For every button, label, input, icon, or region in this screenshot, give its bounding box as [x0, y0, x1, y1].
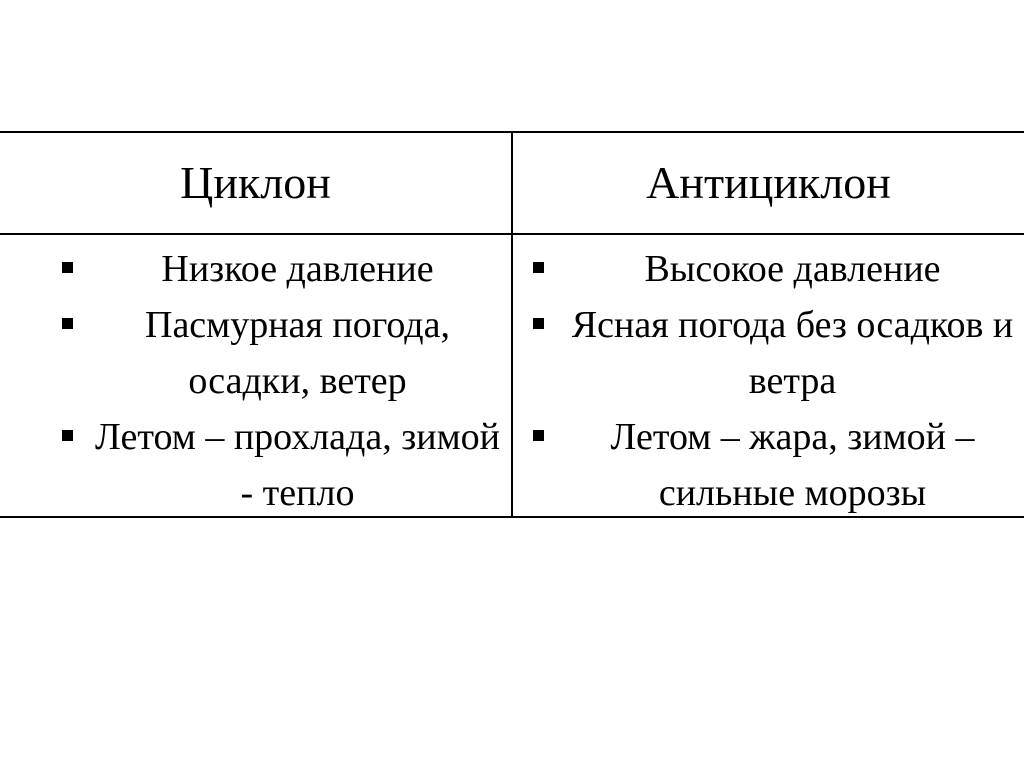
list-item	[62, 241, 501, 297]
list-item	[62, 409, 501, 521]
square-bullet-icon	[533, 297, 565, 353]
body-cell-anticyclone	[513, 241, 1024, 516]
list-item	[62, 297, 501, 409]
list-item	[533, 409, 1020, 521]
header-cell-anticyclone: Антициклон	[646, 157, 891, 208]
cyclone-list	[62, 241, 501, 521]
comparison-table	[0, 131, 1024, 518]
square-bullet-icon	[62, 297, 94, 353]
anticyclone-list	[533, 241, 1020, 521]
list-item-text: Пасмурная погода, осадки, ветер	[145, 304, 450, 402]
square-bullet-icon	[62, 241, 94, 297]
square-bullet-icon	[533, 241, 565, 297]
body-cell-cyclone	[0, 241, 511, 516]
list-item-text: Летом – прохлада, зимой - тепло	[95, 416, 500, 514]
list-item	[533, 241, 1020, 297]
list-item-text: Низкое давление	[161, 248, 434, 290]
list-item	[533, 297, 1020, 409]
list-item-text: Ясная погода без осадков и ветра	[571, 304, 1014, 402]
header-cell-cyclone: Циклон	[180, 157, 331, 208]
list-item-text: Летом – жара, зимой – сильные морозы	[610, 416, 975, 514]
list-item-text: Высокое давление	[644, 248, 941, 290]
square-bullet-icon	[533, 409, 565, 465]
square-bullet-icon	[62, 409, 94, 465]
